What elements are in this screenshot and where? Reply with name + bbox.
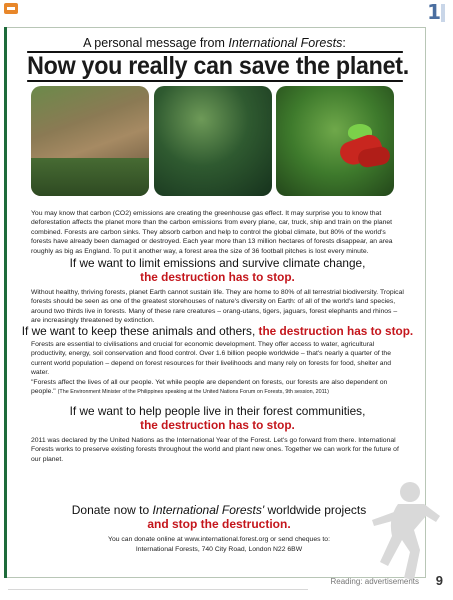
treeline — [31, 158, 149, 196]
subhead-1-line2: the destruction has to stop. — [140, 270, 295, 284]
intro-prefix: A personal message from — [83, 36, 229, 50]
photo-forest-aerial — [154, 86, 272, 196]
unit-number: 1 — [427, 0, 441, 24]
donate-prefix: Donate now to — [71, 503, 153, 517]
subhead-1 — [20, 256, 415, 284]
footer-section: Reading: advertisements — [330, 577, 419, 586]
section-tag-icon — [4, 3, 18, 14]
photo-seedling-hands — [276, 86, 394, 196]
headline: Now you really can save the planet. — [27, 52, 409, 80]
contact-info — [31, 535, 407, 554]
quote-source: (The Environment Minister of the Philippines speaking at the United Nations Forum on Forests, 9th session, 2011) — [57, 389, 329, 396]
contact-line2: International Forests, 740 City Road, London N22 6BW — [135, 545, 303, 553]
unit-bar — [441, 4, 445, 22]
contact-line1: You can donate online at www.international.forest.org or send cheques to: — [108, 536, 330, 543]
subhead-2-red: the destruction has to stop. — [258, 324, 414, 338]
subhead-3 — [20, 404, 415, 432]
subhead-2-text: If we want to keep these animals and others, — [21, 324, 259, 338]
paragraph-4: 2011 was declared by the United Nations as the International Year of the Forest. Let's go forward from there. International Forests works to preserve existing forests throughout the world and plant new ones. Together we can work for the future of our planet. — [31, 437, 399, 463]
quote — [31, 378, 407, 398]
donate-suffix: worldwide projects — [264, 503, 367, 517]
footer-divider — [8, 589, 308, 590]
donate-red: and stop the destruction. — [147, 517, 291, 531]
green-rule — [4, 27, 7, 578]
subhead-3-line1: If we want to help people live in their forest communities, — [69, 404, 366, 418]
intro-org: International Forests — [228, 36, 343, 50]
paragraph-1: You may know that carbon (CO2) emissions are creating the greenhouse gas effect. It may surprise you to know that deforestation affects the planet more than the carbon emissions from every plane, car, truck, ship and train on the planet combined. Forests are carbon sinks. They absorb carbon and help to control the global climate, but 80% of the world's forests have already been damaged or destroyed. Each year more than 13 million hectares of forests disappear, an area roughly as big as England. To put it another way, a forest area the size of 36 football pitches is lost every minute. — [31, 210, 393, 255]
subhead-2 — [20, 324, 415, 338]
donate-org: International Forests' — [152, 503, 265, 517]
donate-call — [31, 503, 407, 531]
subhead-3-line2: the destruction has to stop. — [140, 418, 295, 432]
paragraph-3: Forests are essential to civilisations and crucial for economic development. They offer access to water, agricultural productivity, energy, soil conservation and flood control. Over 1.6 billion people worldwide – that's nearly a quarter of the current world population – depend on forest resources for their livelihoods and many rely on forests for food, shelter and water. — [31, 341, 392, 377]
paragraph-2: Without healthy, thriving forests, planet Earth cannot sustain life. They are home to 80% of all terrestrial biodiversity. Tropical forests should be seen as one of the greatest storehouses of nature's diversity on Earth: of all of the world's land species, around two thirds live in forests. Many of these rare creatures – orang-utans, tigers, jaguars, forest elephants and rhinos – are increasingly threatened by extinction. — [31, 289, 404, 325]
photo-deforestation — [31, 86, 149, 196]
intro-suffix: : — [342, 36, 346, 50]
intro-line — [8, 36, 421, 50]
subhead-1-line1: If we want to limit emissions and survive climate change, — [69, 256, 366, 270]
page-number: 9 — [435, 573, 443, 588]
quote-text: "Forests affect the lives of all our people. Yet while people are dependent on forests, our forests are also dependent on people." — [31, 379, 388, 396]
